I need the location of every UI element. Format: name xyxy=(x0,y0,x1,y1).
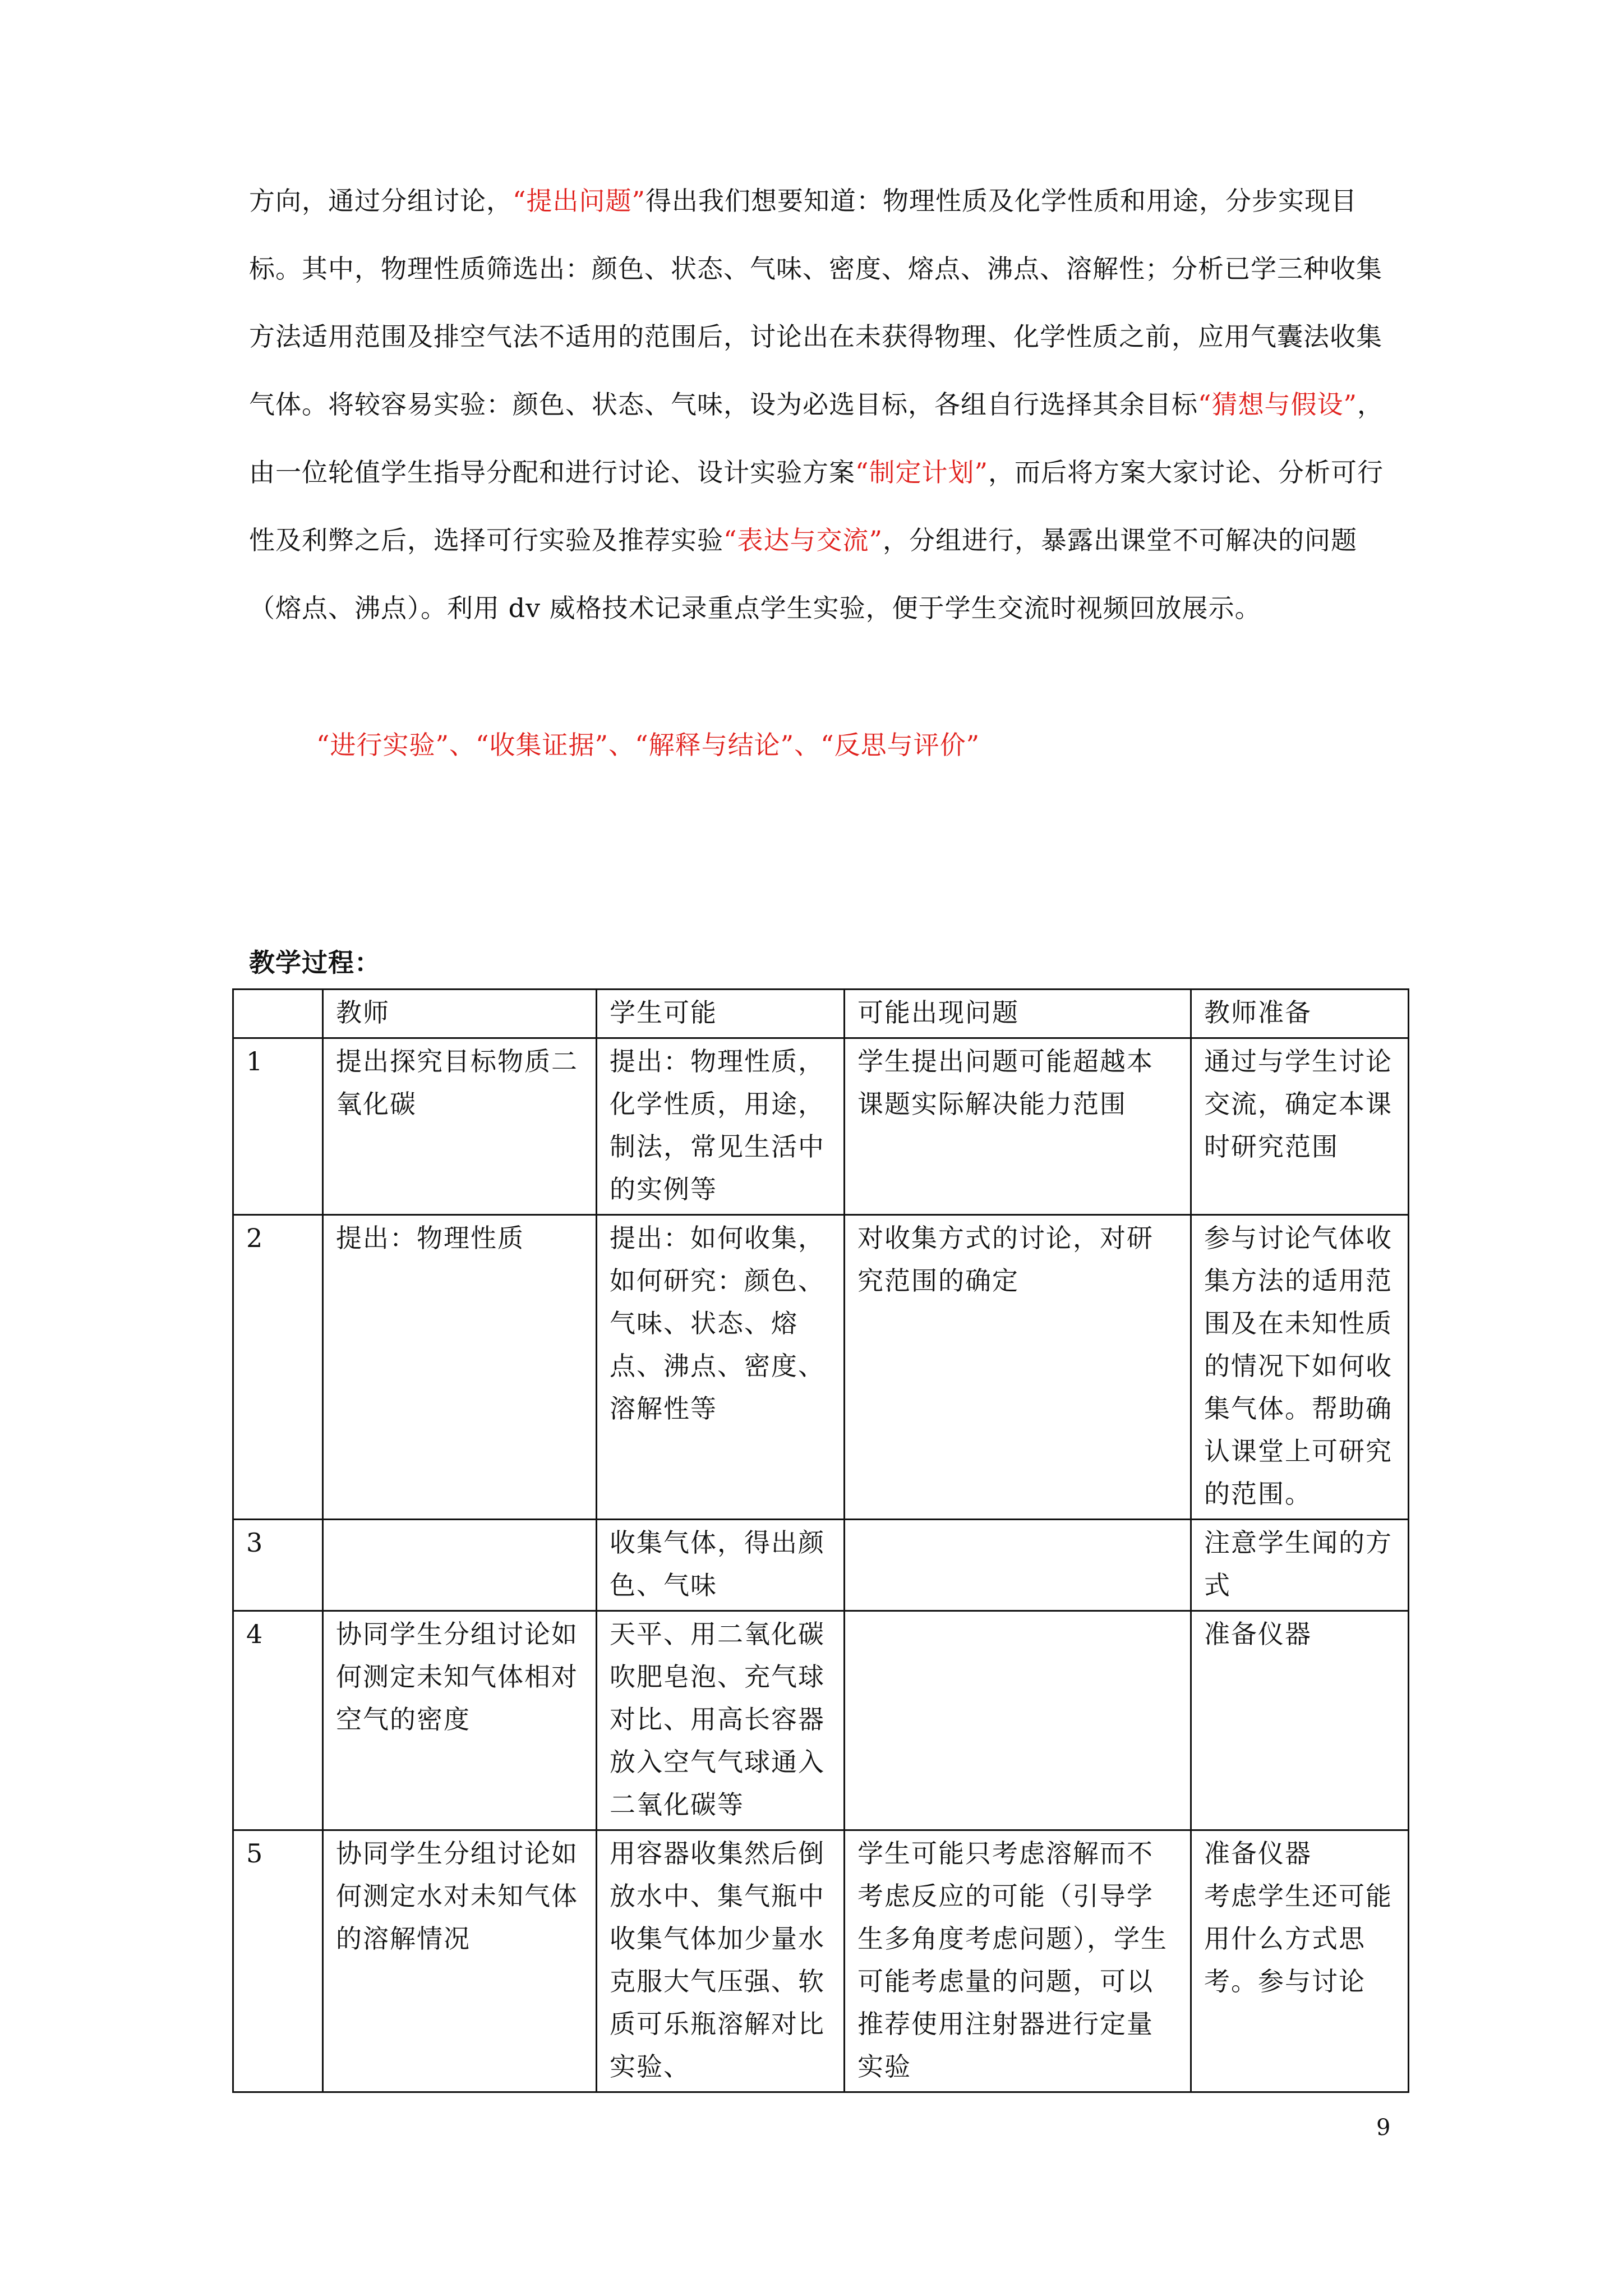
table-cell: 提出：物理性质 xyxy=(323,1215,597,1520)
header-cell: 教师准备 xyxy=(1191,990,1409,1038)
table-cell: 准备仪器 考虑学生还可能用什么方式思考。参与讨论 xyxy=(1191,1830,1409,2092)
table-cell: 协同学生分组讨论如何测定水对未知气体的溶解情况 xyxy=(323,1830,597,2092)
paragraph-text: 得出我们想要知道：物理性质及化学性质和用途，分步实现目标。其中，物理性质筛选出：颜色、状态、气味、密度、熔点、沸点、溶解性；分析已学三种收集方法适用范围及排空气法不适用的范围后，讨论出在未获得物理、化学性质之前，应用气囊法收集气体。将较容易实验：颜色、状态、气味，设为必选目标，各组自行选择其余目标 xyxy=(249,186,1382,420)
table-cell: 协同学生分组讨论如何测定未知气体相对空气的密度 xyxy=(323,1611,597,1830)
table-row xyxy=(233,1038,1409,1215)
table-header-row xyxy=(233,990,1409,1038)
highlight-term: “提出问题” xyxy=(513,186,646,216)
table-cell: 4 xyxy=(233,1611,323,1830)
table-cell: 提出探究目标物质二氧化碳 xyxy=(323,1038,597,1215)
body-paragraph xyxy=(249,167,1390,642)
table-cell xyxy=(323,1520,597,1611)
table-row xyxy=(233,1520,1409,1611)
table-cell: 收集气体，得出颜色、气味 xyxy=(597,1520,845,1611)
table-cell xyxy=(845,1520,1191,1611)
page-number: 9 xyxy=(1376,2115,1391,2141)
inquiry-steps-line: “进行实验”、“收集证据”、“解释与结论”、“反思与评价” xyxy=(316,730,980,760)
table-cell: 5 xyxy=(233,1830,323,2092)
table-cell: 学生提出问题可能超越本课题实际解决能力范围 xyxy=(845,1038,1191,1215)
table-cell: 注意学生闻的方式 xyxy=(1191,1520,1409,1611)
table-title: 教学过程： xyxy=(249,947,381,978)
paragraph-text: ，由一位轮值学生指导分配和进行讨论、设计实验方案 xyxy=(249,389,1384,487)
table-cell: 对收集方式的讨论，对研究范围的确定 xyxy=(845,1215,1191,1520)
highlight-term: “制定计划” xyxy=(855,457,989,487)
paragraph-text: ，而后将方案大家讨论、分析可行性及利弊之后，选择可行实验及推荐实验 xyxy=(249,457,1384,555)
table-cell: 3 xyxy=(233,1520,323,1611)
table-cell: 准备仪器 xyxy=(1191,1611,1409,1830)
table-cell xyxy=(845,1611,1191,1830)
paragraph-text: ，分组进行，暴露出课堂不可解决的问题（熔点、沸点）。利用 dv 威格技术记录重点学生实验，便于学生交流时视频回放展示。 xyxy=(249,525,1358,623)
highlight-term: “猜想与假设” xyxy=(1198,389,1358,420)
table-cell: 学生可能只考虑溶解而不考虑反应的可能（引导学生多角度考虑问题），学生可能考虑量的问题，可以推荐使用注射器进行定量实验 xyxy=(845,1830,1191,2092)
table-cell: 通过与学生讨论交流，确定本课时研究范围 xyxy=(1191,1038,1409,1215)
table-cell: 参与讨论气体收集方法的适用范围及在未知性质的情况下如何收集气体。帮助确认课堂上可研究的范围。 xyxy=(1191,1215,1409,1520)
header-cell: 学生可能 xyxy=(597,990,845,1038)
table-cell: 提出：如何收集，如何研究：颜色、气味、状态、熔点、沸点、密度、溶解性等 xyxy=(597,1215,845,1520)
table-cell: 天平、用二氧化碳吹肥皂泡、充气球对比、用高长容器放入空气气球通入二氧化碳等 xyxy=(597,1611,845,1830)
table-row xyxy=(233,1611,1409,1830)
header-cell xyxy=(233,990,323,1038)
table-cell: 1 xyxy=(233,1038,323,1215)
table-row xyxy=(233,1830,1409,2092)
table-cell: 提出：物理性质，化学性质，用途，制法，常见生活中的实例等 xyxy=(597,1038,845,1215)
header-cell: 教师 xyxy=(323,990,597,1038)
paragraph-text: 方向，通过分组讨论， xyxy=(249,186,513,216)
teaching-process-table xyxy=(232,988,1409,2093)
table-cell: 2 xyxy=(233,1215,323,1520)
table-cell: 用容器收集然后倒放水中、集气瓶中收集气体加少量水克服大气压强、软质可乐瓶溶解对比实验、 xyxy=(597,1830,845,2092)
highlight-term: “表达与交流” xyxy=(723,525,883,555)
table-row xyxy=(233,1215,1409,1520)
header-cell: 可能出现问题 xyxy=(845,990,1191,1038)
